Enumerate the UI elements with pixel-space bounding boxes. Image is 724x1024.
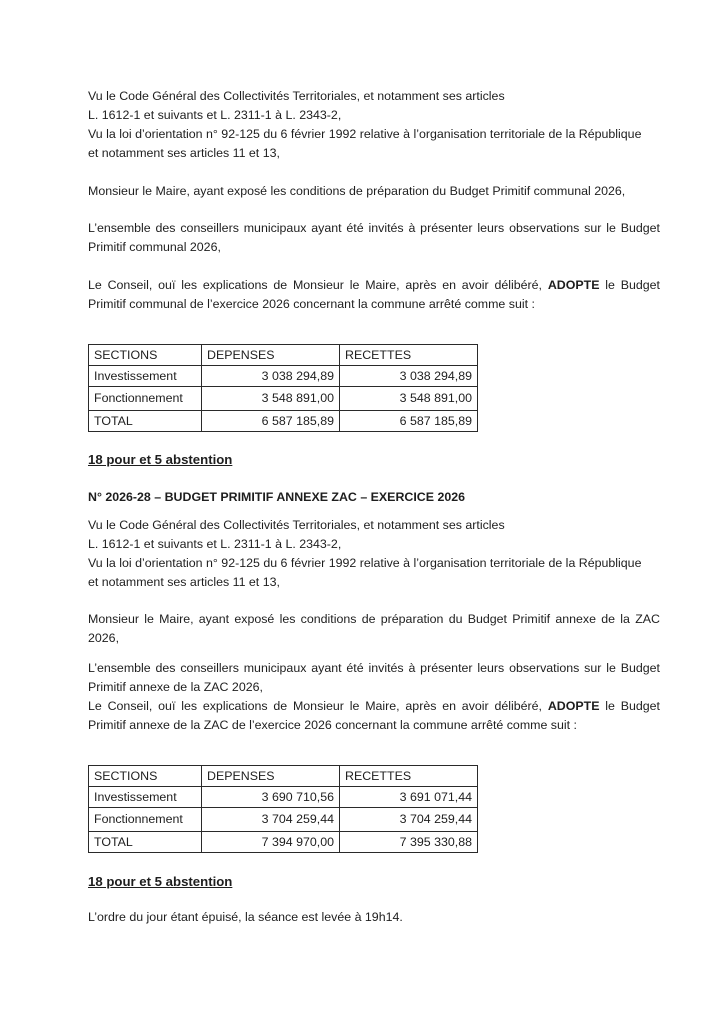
table-header-row [89,345,478,366]
legal-reference-line: et notamment ses articles 11 et 13, [88,575,280,589]
table-row [89,787,478,808]
section1-adoption-paragraph [88,276,660,314]
legal-reference-line: Vu la loi d’orientation n° 92-125 du 6 février 1992 relative à l’organisation territoriale de la République [88,127,642,141]
conseillers-paragraph-line: L’ensemble des conseillers municipaux ayant été invités à présenter leurs observations sur le Budget [88,221,660,235]
row-label: Fonctionnement [89,808,202,832]
row-label: Fonctionnement [89,387,202,411]
closing-statement [88,908,660,927]
depenses-value: 3 690 710,56 [202,787,340,808]
maire-paragraph-line: Monsieur le Maire, ayant exposé les conditions de préparation du Budget Primitif annexe de la ZAC [88,612,660,626]
row-label: TOTAL [89,832,202,853]
legal-reference-line: Vu le Code Général des Collectivités Territoriales, et notamment ses articles [88,89,505,103]
section2-conseillers-paragraph [88,659,660,697]
adoption-paragraph-line [88,276,660,295]
table-header-row [89,766,478,787]
row-label: Investissement [89,787,202,808]
section2-legal-references [88,516,660,592]
adoption-paragraph-line: Primitif communal de l’exercice 2026 concernant la commune arrêté comme suit : [88,297,535,311]
row-label: TOTAL [89,411,202,432]
depenses-value: 7 394 970,00 [202,832,340,853]
table-row [89,366,478,387]
legal-reference-line: Vu la loi d’orientation n° 92-125 du 6 février 1992 relative à l’organisation territoriale de la République [88,556,642,570]
closing-text: L’ordre du jour étant épuisé, la séance est levée à 19h14. [88,910,403,924]
depenses-value: 3 548 891,00 [202,387,340,411]
table-row [89,387,478,411]
adoption-text: le Budget [605,699,661,713]
legal-reference-line: L. 1612-1 et suivants et L. 2311-1 à L. 2343-2, [88,108,342,122]
legal-reference-line: et notamment ses articles 11 et 13, [88,146,280,160]
adoption-paragraph-line [88,697,660,716]
header-recettes: RECETTES [340,345,478,366]
section2-maire-paragraph [88,610,660,648]
section1-maire-paragraph [88,182,660,201]
recettes-value: 3 038 294,89 [340,366,478,387]
depenses-value: 6 587 185,89 [202,411,340,432]
section2-adoption-paragraph [88,697,660,735]
section2-budget-table [88,765,478,853]
row-label: Investissement [89,366,202,387]
depenses-value: 3 038 294,89 [202,366,340,387]
section1-legal-references [88,87,660,163]
adoption-text: le Budget [605,278,661,292]
section2-heading: N° 2026-28 – BUDGET PRIMITIF ANNEXE ZAC – EXERCICE 2026 [88,490,466,504]
adoption-text: Le Conseil, ouï les explications de Monsieur le Maire, après en avoir délibéré, [88,278,543,292]
header-sections: SECTIONS [89,345,202,366]
conseillers-paragraph-line: Primitif annexe de la ZAC 2026, [88,680,263,694]
table-row-total [89,832,478,853]
maire-paragraph-line: 2026, [88,631,120,645]
section2-vote-result: 18 pour et 5 abstention [88,874,233,889]
section1-budget-table [88,344,478,432]
adoption-text: Le Conseil, ouï les explications de Monsieur le Maire, après en avoir délibéré, [88,699,543,713]
depenses-value: 3 704 259,44 [202,808,340,832]
recettes-value: 3 691 071,44 [340,787,478,808]
conseillers-paragraph-line: L’ensemble des conseillers municipaux ayant été invités à présenter leurs observations sur le Budget [88,661,660,675]
recettes-value: 6 587 185,89 [340,411,478,432]
header-sections: SECTIONS [89,766,202,787]
maire-paragraph-text: Monsieur le Maire, ayant exposé les conditions de préparation du Budget Primitif communal 2026, [88,184,626,198]
table-row-total [89,411,478,432]
table-row [89,808,478,832]
recettes-value: 3 704 259,44 [340,808,478,832]
legal-reference-line: Vu le Code Général des Collectivités Territoriales, et notamment ses articles [88,518,505,532]
recettes-value: 7 395 330,88 [340,832,478,853]
adopte-keyword: ADOPTE [547,699,600,713]
section1-conseillers-paragraph [88,219,660,257]
adopte-keyword: ADOPTE [547,278,600,292]
recettes-value: 3 548 891,00 [340,387,478,411]
header-depenses: DEPENSES [202,345,340,366]
adoption-paragraph-line: Primitif annexe de la ZAC de l’exercice 2026 concernant la commune arrêté comme suit : [88,718,577,732]
legal-reference-line: L. 1612-1 et suivants et L. 2311-1 à L. 2343-2, [88,537,342,551]
section1-vote-result: 18 pour et 5 abstention [88,452,233,467]
conseillers-paragraph-line: Primitif communal 2026, [88,240,221,254]
header-depenses: DEPENSES [202,766,340,787]
header-recettes: RECETTES [340,766,478,787]
